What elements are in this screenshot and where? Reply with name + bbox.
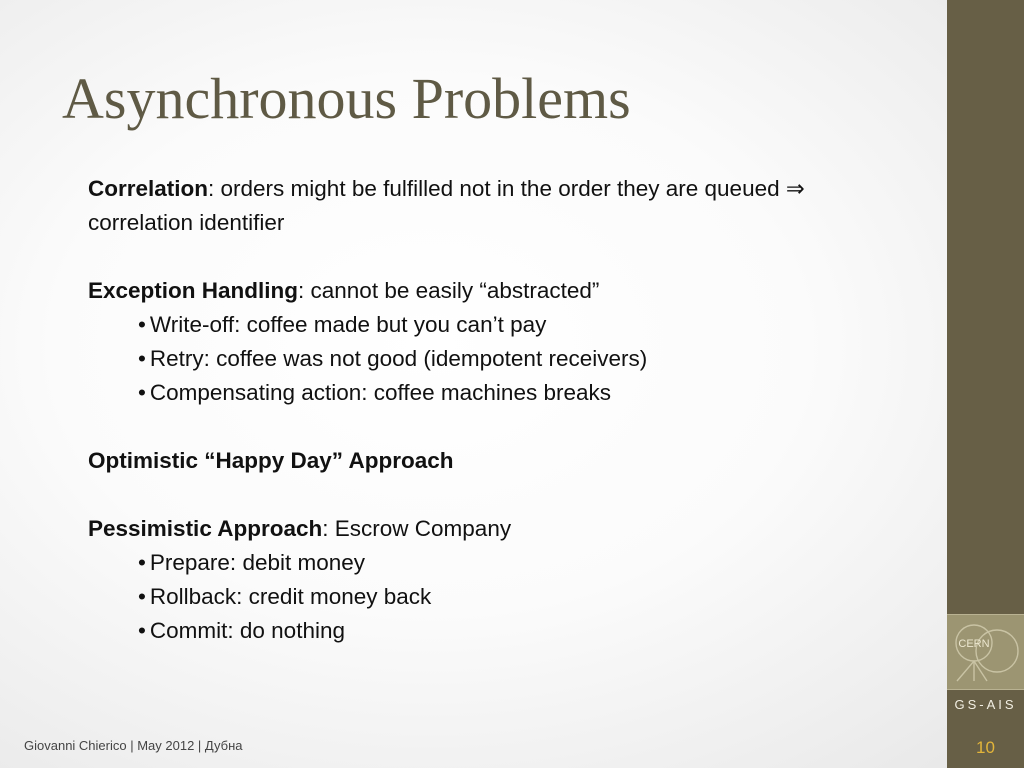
cern-logo-icon [947, 615, 1024, 691]
bullet-icon: • [138, 312, 146, 337]
list-item [138, 308, 868, 342]
bullet-icon: • [138, 550, 146, 575]
list-item [138, 342, 868, 376]
slide-title: Asynchronous Problems [62, 66, 631, 131]
spacer [88, 478, 868, 512]
pessimistic-approach-list [88, 546, 868, 648]
list-item [138, 580, 868, 614]
optimistic-approach-paragraph [88, 444, 868, 478]
correlation-text: : orders might be fulfilled not in the order they are queued ⇒ correlation identifier [88, 176, 805, 235]
list-item [138, 614, 868, 648]
org-label: GS-AIS [954, 697, 1017, 712]
exception-handling-list [88, 308, 868, 410]
list-item-text: Commit: do nothing [149, 618, 345, 643]
bullet-icon: • [138, 584, 146, 609]
exception-handling-paragraph [88, 274, 868, 308]
list-item-text: Retry: coffee was not good (idempotent receivers) [149, 346, 648, 371]
slide-content [88, 172, 868, 648]
sidebar-band [947, 0, 1024, 768]
exception-handling-term: Exception Handling [88, 278, 299, 303]
optimistic-approach-term: Optimistic “Happy Day” Approach [88, 448, 454, 473]
bullet-icon: • [138, 380, 146, 405]
bullet-icon: • [138, 346, 146, 371]
exception-handling-text: : cannot be easily “abstracted” [298, 278, 600, 303]
cern-logo-text: CERN [958, 638, 990, 650]
bullet-icon: • [138, 618, 146, 643]
pessimistic-approach-text: : Escrow Company [322, 516, 512, 541]
cern-logo [947, 614, 1024, 690]
correlation-term: Correlation [88, 176, 209, 201]
list-item-text: Compensating action: coffee machines breaks [149, 380, 611, 405]
list-item-text: Prepare: debit money [149, 550, 366, 575]
spacer [88, 240, 868, 274]
pessimistic-approach-paragraph [88, 512, 868, 546]
page-number: 10 [976, 738, 995, 757]
list-item [138, 376, 868, 410]
list-item-text: Rollback: credit money back [149, 584, 432, 609]
list-item [138, 546, 868, 580]
pessimistic-approach-term: Pessimistic Approach [88, 516, 323, 541]
footer-text: Giovanni Chierico | May 2012 | Дубна [24, 738, 243, 753]
correlation-paragraph [88, 172, 868, 240]
spacer [88, 410, 868, 444]
list-item-text: Write-off: coffee made but you can’t pay [149, 312, 547, 337]
